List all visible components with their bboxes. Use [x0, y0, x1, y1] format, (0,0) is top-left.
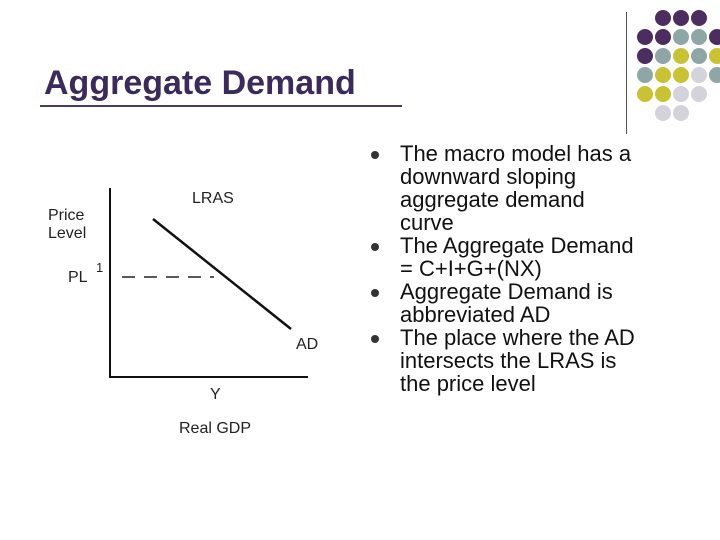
decorative-dot [637, 48, 653, 64]
bullet-dot-icon [371, 243, 379, 251]
ad-label: AD [296, 336, 319, 353]
decorative-dot [673, 105, 689, 121]
aggregate-demand-graph [40, 178, 340, 448]
bullet-text-line: curve [400, 210, 454, 235]
y-output-label: Y [210, 386, 221, 403]
pl-subscript: 1 [96, 260, 104, 275]
decorative-dot [673, 67, 689, 83]
decorative-dot [709, 29, 720, 45]
bullet-text-line: intersects the LRAS is [400, 348, 617, 373]
decorative-dot [655, 10, 671, 26]
bullet-item [368, 326, 698, 395]
bullet-text-line: abbreviated AD [400, 302, 551, 327]
decorative-dot [691, 67, 707, 83]
bullet-text-line: The place where the AD [400, 325, 635, 350]
slide-title: Aggregate Demand [44, 64, 356, 102]
bullet-text-line: The macro model has a [400, 141, 632, 166]
decorative-dot [655, 67, 671, 83]
bullet-text-line: aggregate demand [400, 187, 585, 212]
bullet-item [368, 234, 698, 280]
decorative-dot [691, 86, 707, 102]
decorative-dot [655, 86, 671, 102]
bullet-dot-icon [371, 335, 379, 343]
bullet-list [368, 142, 698, 395]
pl-label: PL [68, 269, 88, 286]
decorative-dot [673, 29, 689, 45]
decorative-dot [637, 86, 653, 102]
bullet-text-line: the price level [400, 371, 536, 396]
bullet-dot-icon [371, 289, 379, 297]
bullet-text-line: = C+I+G+(NX) [400, 256, 542, 281]
decorative-dot [709, 48, 720, 64]
bullet-item [368, 142, 698, 234]
decorative-dot [637, 67, 653, 83]
decorative-dot [691, 48, 707, 64]
bullet-text-line: The Aggregate Demand [400, 233, 634, 258]
decorative-dot [637, 29, 653, 45]
lras-label: LRAS [192, 190, 234, 207]
ad-curve [153, 219, 291, 329]
decorative-dot [655, 48, 671, 64]
decorative-dot [673, 86, 689, 102]
decorative-dot [673, 10, 689, 26]
decorative-dot [655, 29, 671, 45]
bullet-item [368, 280, 698, 326]
decorative-dot [691, 10, 707, 26]
decorative-dot [655, 105, 671, 121]
decorative-dot [691, 29, 707, 45]
bullet-text-line: Aggregate Demand is [400, 279, 613, 304]
decorative-dot [673, 48, 689, 64]
decorative-dot-grid [0, 0, 720, 140]
y-axis-label-price: Price [48, 207, 85, 224]
bullet-dot-icon [371, 151, 379, 159]
x-axis-label-real-gdp: Real GDP [179, 420, 252, 437]
bullet-text-line: downward sloping [400, 164, 577, 189]
y-axis-label-level: Level [48, 225, 87, 242]
decorative-dot [709, 67, 720, 83]
